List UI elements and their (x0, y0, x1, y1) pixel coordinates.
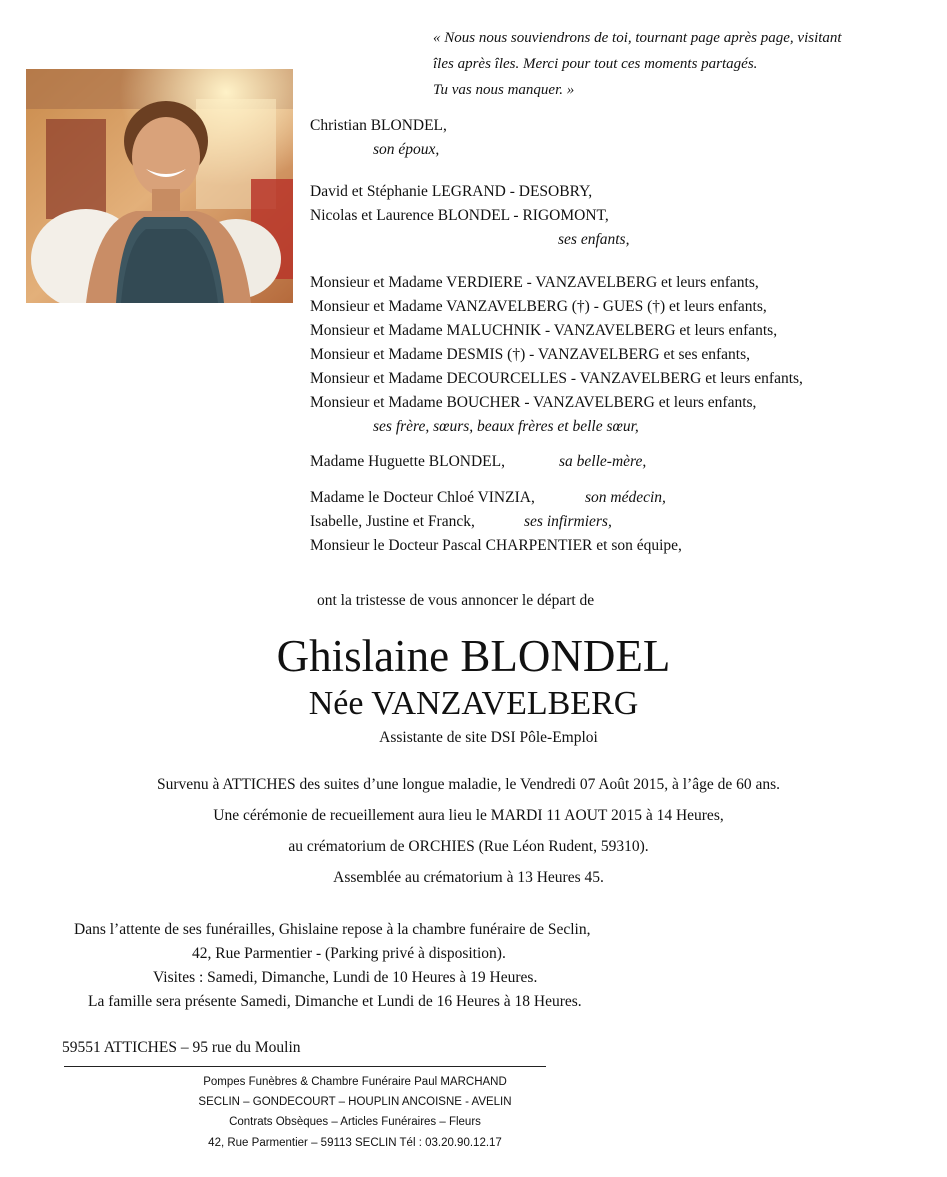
doctor-name: Madame le Docteur Chloé VINZIA, (310, 489, 535, 506)
mother-in-law-name: Madame Huguette BLONDEL, (310, 453, 505, 470)
ceremony-line: Survenu à ATTICHES des suites d’une longue maladie, le Vendredi 07 Août 2015, à l’âge de 60 ans. (156, 776, 781, 793)
portrait-photo-icon (26, 69, 293, 303)
quote-line: « Nous nous souviendrons de toi, tournant page après page, visitant (433, 30, 842, 46)
wake-line: 42, Rue Parmentier - (Parking privé à disposition). (192, 945, 506, 962)
sibling-line: Monsieur et Madame VANZAVELBERG (†) - GUES (†) et leurs enfants, (310, 298, 767, 315)
portrait-photo (26, 69, 293, 303)
deceased-name: Ghislaine BLONDEL (276, 631, 671, 681)
nurses-role: ses infirmiers, (524, 513, 612, 530)
deceased-job: Assistante de site DSI Pôle-Emploi (379, 729, 598, 746)
maiden-name: Née VANZAVELBERG (308, 685, 639, 722)
mother-in-law-role: sa belle-mère, (559, 453, 647, 470)
funeral-home-towns: SECLIN – GONDECOURT – HOUPLIN ANCOISNE - AVELIN (198, 1096, 512, 1108)
ceremony-line: Une cérémonie de recueillement aura lieu le MARDI 11 AOUT 2015 à 14 Heures, (213, 807, 724, 824)
spouse-name: Christian BLONDEL, (310, 117, 447, 134)
child-line: Nicolas et Laurence BLONDEL - RIGOMONT, (310, 207, 609, 224)
children-role: ses enfants, (558, 231, 630, 248)
divider (64, 1066, 546, 1067)
quote-line: îles après îles. Merci pour tout ces moments partagés. (433, 56, 758, 72)
child-line: David et Stéphanie LEGRAND - DESOBRY, (310, 183, 593, 200)
family-address: 59551 ATTICHES – 95 rue du Moulin (62, 1039, 301, 1056)
announcement: ont la tristesse de vous annoncer le départ de (317, 592, 595, 609)
sibling-line: Monsieur et Madame MALUCHNIK - VANZAVELBERG et leurs enfants, (310, 322, 778, 339)
sibling-line: Monsieur et Madame DECOURCELLES - VANZAVELBERG et leurs enfants, (310, 370, 803, 387)
ceremony-line: Assemblée au crématorium à 13 Heures 45. (333, 869, 604, 886)
sibling-line: Monsieur et Madame DESMIS (†) - VANZAVELBERG et ses enfants, (310, 346, 750, 363)
spouse-role: son époux, (373, 141, 440, 158)
funeral-home-name: Pompes Funèbres & Chambre Funéraire Paul MARCHAND (203, 1076, 507, 1088)
wake-line: Dans l’attente de ses funérailles, Ghislaine repose à la chambre funéraire de Seclin, (74, 921, 591, 938)
funeral-home-services: Contrats Obsèques – Articles Funéraires – Fleurs (229, 1116, 481, 1128)
quote-line: Tu vas nous manquer. » (433, 82, 575, 98)
siblings-role: ses frère, sœurs, beaux frères et belle sœur, (373, 418, 639, 435)
wake-line: Visites : Samedi, Dimanche, Lundi de 10 Heures à 19 Heures. (153, 969, 538, 986)
funeral-home-contact: 42, Rue Parmentier – 59113 SECLIN Tél : 03.20.90.12.17 (208, 1137, 502, 1149)
nurses-name: Isabelle, Justine et Franck, (310, 513, 475, 530)
medical-team: Monsieur le Docteur Pascal CHARPENTIER et son équipe, (310, 537, 682, 554)
ceremony-line: au crématorium de ORCHIES (Rue Léon Rudent, 59310). (288, 838, 649, 855)
doctor-role: son médecin, (585, 489, 666, 506)
wake-line: La famille sera présente Samedi, Dimanche et Lundi de 16 Heures à 18 Heures. (88, 993, 582, 1010)
sibling-line: Monsieur et Madame BOUCHER - VANZAVELBERG et leurs enfants, (310, 394, 757, 411)
sibling-line: Monsieur et Madame VERDIERE - VANZAVELBERG et leurs enfants, (310, 274, 759, 291)
epigraph-quote (433, 25, 842, 103)
